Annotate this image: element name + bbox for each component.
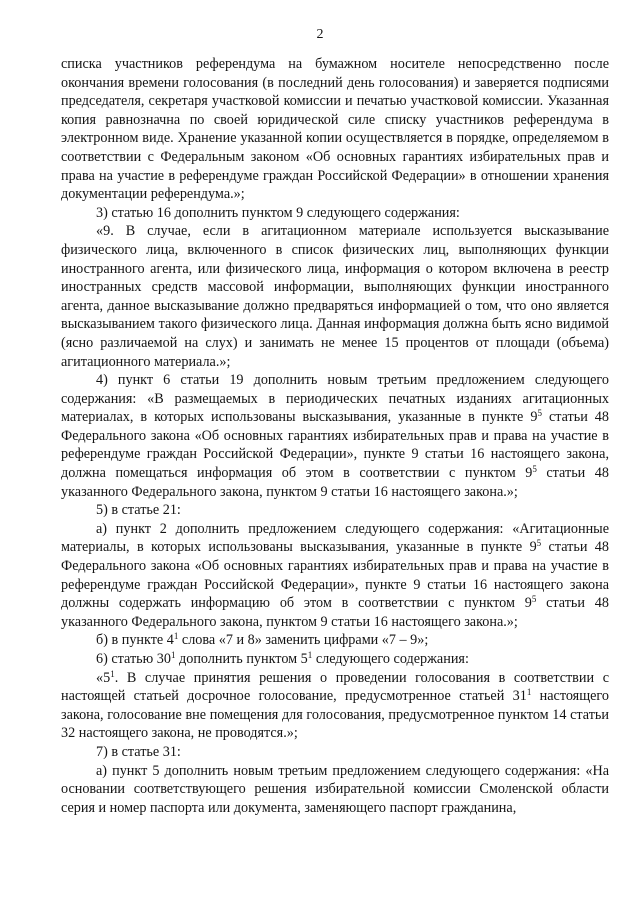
paragraph xyxy=(61,650,609,669)
paragraph xyxy=(61,204,609,223)
paragraph xyxy=(61,501,609,520)
superscript: 1 xyxy=(307,650,313,660)
paragraph xyxy=(61,762,609,818)
paragraph xyxy=(61,631,609,650)
text-segment: «5 xyxy=(96,669,111,686)
text-segment: . В случае принятия решения о проведении голосования в соответствии с настоящей статьей досрочное голосование, предусмотренное статьей 31 xyxy=(61,669,609,705)
superscript: 5 xyxy=(531,594,537,605)
text-segment: следующего содержания: xyxy=(312,651,469,667)
superscript: 5 xyxy=(532,464,537,475)
text-segment: 5) в статье 21: xyxy=(96,502,181,519)
text-segment: а) пункт 2 дополнить предложением следующего содержания: «Агитационные материалы, в которых использованы высказывания, указанные в пункте 9 xyxy=(61,520,609,556)
superscript: 5 xyxy=(536,538,542,549)
superscript: 5 xyxy=(537,408,542,419)
text-segment: статьи 48 указанного Федерального закона, пунктом 9 статьи 16 настоящего закона.»; xyxy=(61,595,609,630)
text-segment: дополнить пунктом 5 xyxy=(175,651,308,667)
text-segment: 4) пункт 6 статьи 19 дополнить новым третьим предложением следующего содержания: «В размещаемых в периодических печатных изданиях агитационных материалах, в которых использованы высказывания, указанные в пункте 9 xyxy=(61,372,609,426)
text-segment: списка участников референдума на бумажном носителе непосредственно после окончания времени голосования (в последний день голосования) и заверяется подписями председателя, секретаря участковой комиссии и печатью участковой комиссии. Указанная копия равнозначна по своей юридической силе списку участников референдума в электронном виде. Хранение указанной копии осуществляется в порядке, определяемом в соответствии с Федеральным законом «Об основных гарантиях избирательных прав и права на участие в референдуме граждан Российской Федерации» в отношении хранения документации референдума.»; xyxy=(61,56,609,203)
text-segment: статьи 48 Федерального закона «Об основных гарантиях избирательных прав и права на участие в референдуме граждан Российской Федерации», пункте 9 статьи 16 настоящего закона, должна помещаться информация об этом в соответствии с пунктом 9 xyxy=(61,409,609,482)
superscript: 1 xyxy=(526,687,532,698)
text-segment: 6) статью 30 xyxy=(96,651,171,667)
paragraph xyxy=(61,55,609,204)
paragraph xyxy=(61,371,609,501)
text-segment: настоящего закона, голосование вне помещения для голосования, предусмотренное пунктом 14 статьи 32 настоящего закона, не проводятся.»; xyxy=(61,688,609,742)
paragraph xyxy=(61,222,609,371)
superscript: 1 xyxy=(110,668,115,679)
text-segment: слова «7 и 8» заменить цифрами «7 – 9»; xyxy=(178,632,429,649)
superscript: 1 xyxy=(173,631,179,642)
paragraph xyxy=(61,669,609,743)
text-segment: 7) в статье 31: xyxy=(96,743,181,760)
text-segment: статьи 48 Федерального закона «Об основных гарантиях избирательных прав и права на участие в референдуме граждан Российской Федерации», пункте 9 статьи 16 настоящего закона должны содержать информацию об этом в соответствии с пунктом 9 xyxy=(61,539,609,612)
text-segment: статьи 48 указанного Федерального закона, пунктом 9 статьи 16 настоящего закона.»; xyxy=(61,465,609,500)
page-number: 2 xyxy=(316,27,324,42)
text-segment: б) в пункте 4 xyxy=(96,632,174,649)
paragraph xyxy=(61,520,609,632)
superscript: 1 xyxy=(170,650,176,660)
document-body xyxy=(61,55,609,817)
text-segment: «9. В случае, если в агитационном материале используется высказывание физического лица, включенного в список физических лиц, выполняющих функции иностранного агента, или физического лица, информация о котором включена в реестр иностранных средств массовой информации, выполняющих функции иностранного агента, данное высказывание должно предваряться информацией о том, что оно является высказыванием такого физического лица. Данная информация должна быть ясно видимой (ясно различаемой на слух) и занимать не менее 15 процентов от площади (объема) агитационного материала.»; xyxy=(61,223,609,370)
text-segment: а) пункт 5 дополнить новым третьим предложением следующего содержания: «На основании соответствующего решения избирательной комиссии Смоленской области серия и номер паспорта или документа, заменяющего паспорт гражданина, xyxy=(61,762,609,816)
paragraph xyxy=(61,743,609,762)
text-segment: 3) статью 16 дополнить пунктом 9 следующего содержания: xyxy=(96,204,460,221)
